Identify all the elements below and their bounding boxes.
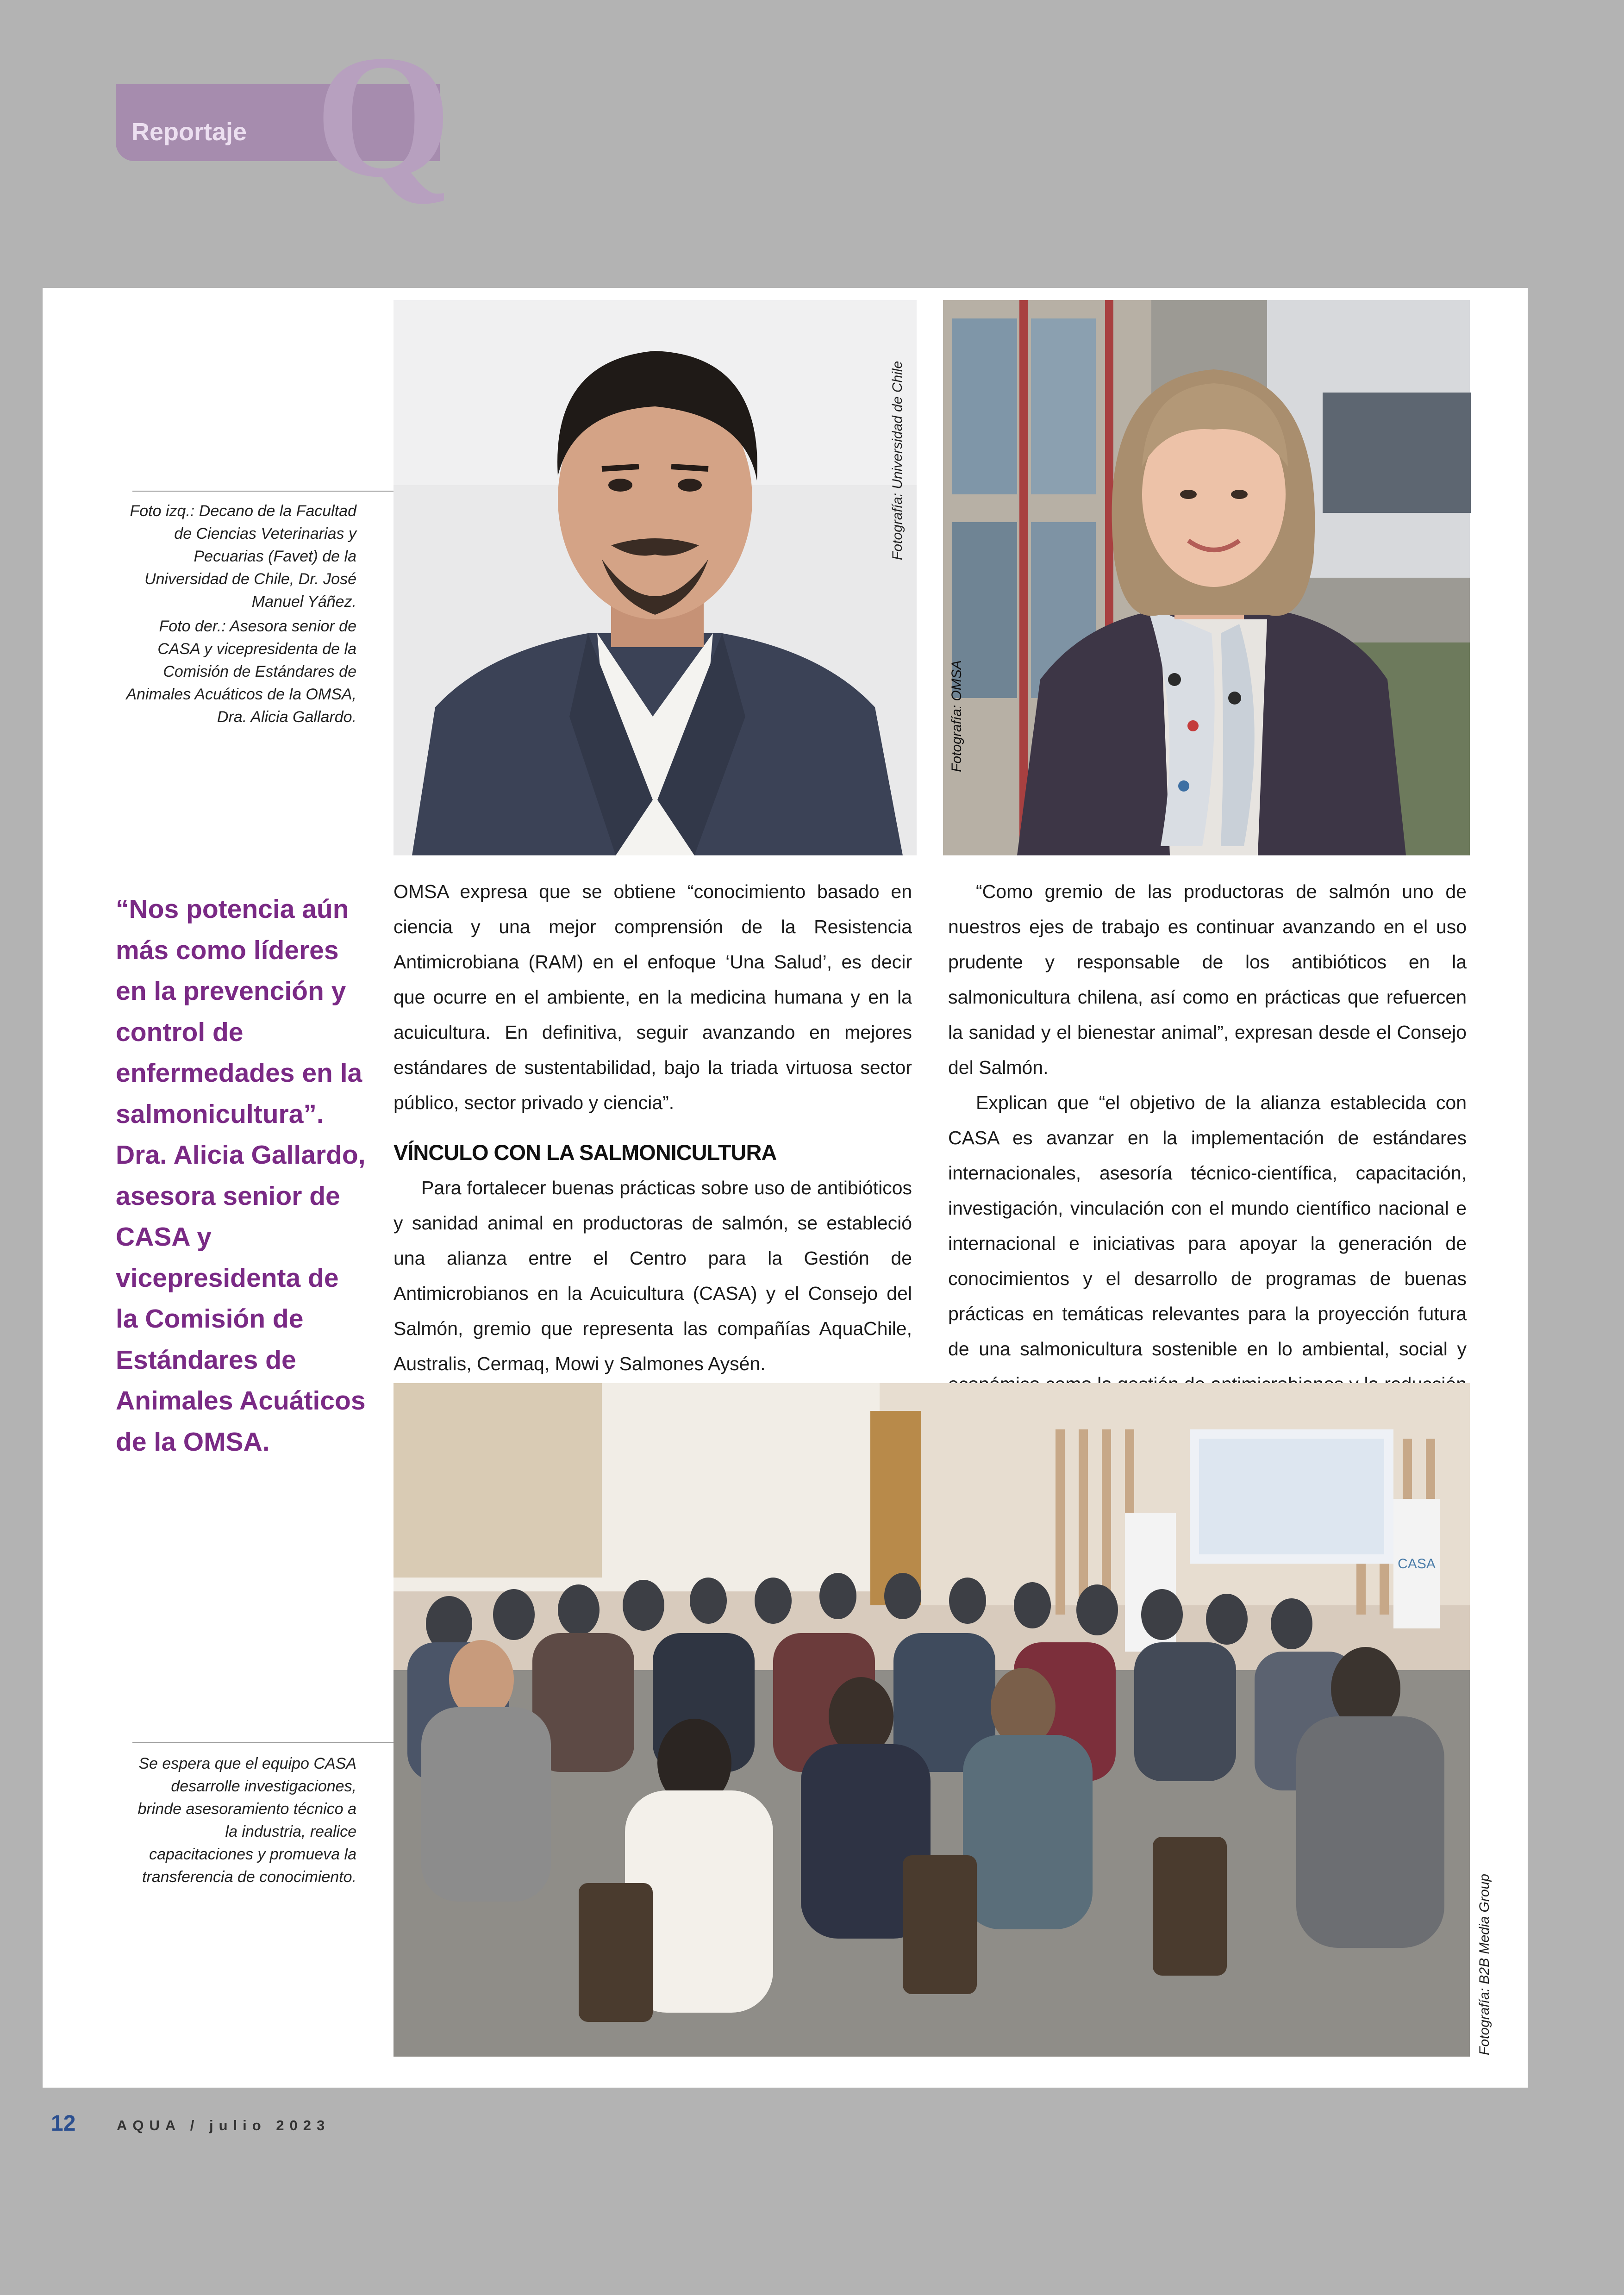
event-screen-sign: CASA — [1398, 1556, 1436, 1572]
paragraph: Explican que “el objetivo de la alianza establecida con CASA es avanzar en la implementación de estándares internacionales, asesoría técnico-científica, capacitación, investigación, vinculación con el mundo científico nacional e internacional e iniciativas para apoyar la generación de conocimientos y el desarrollo de programas de buenas prácticas en temáticas relevantes para la proyección futura de una salmonicultura sostenible en lo ambiental, social y — [948, 1092, 1467, 1360]
paragraph: OMSA expresa que se obtiene “conocimiento basado en ciencia y una mejor comprensión de la Resistencia Antimicrobiana (RAM) en el enfoque ‘Una Salud’, es decir que ocurre en el ambiente, en la medicina humana y en la acuicultura. En definitiva, seguir avanzando en mejores estándares de sustentabilidad, bajo la triada virtuosa sector público, sector privado y ciencia”. — [394, 881, 912, 1113]
tag-q-glyph: Q — [315, 19, 452, 214]
pull-quote: “Nos potencia aún más como líderes en la prevención y control de enfermedades en la salmonicultura”. Dra. Alicia Gallardo, asesora senior de CASA y vicepresidenta de la Comisión de Estándares de Animales Acuáticos de la OMSA. — [116, 894, 366, 1457]
caption-rule-top — [132, 491, 394, 492]
photo-credit-event: Fotografía: B2B Media Group — [1477, 1874, 1492, 2055]
photo-man-illustration — [394, 300, 917, 855]
caption-rule-bottom — [132, 1742, 394, 1743]
section-heading: VÍNCULO CON LA SALMONICULTURA — [394, 1140, 777, 1165]
caption-event-photo: Se espera que el equipo CASA desarrolle investigaciones, brinde asesoramiento técnico a la industria, realice capacitaciones y promueva la transferencia de conocimiento. — [137, 1755, 356, 1886]
photo-woman — [943, 300, 1470, 855]
article-column-right — [948, 874, 1467, 1437]
photo-man — [394, 300, 917, 855]
photo-credit-woman: Fotografía: OMSA — [949, 660, 964, 772]
paragraph: “Como gremio de las productoras de salmón uno de nuestros ejes de trabajo es continuar avanzando en el uso prudente y responsable de los antibióticos en la salmonicultura chilena, así como en prácticas que refuercen la sanidad y el bienestar animal”, expresan desde el Consejo del Salmón. — [948, 881, 1467, 1078]
publication-line: AQUA / julio 2023 — [117, 2117, 331, 2133]
caption-right-photo: Foto der.: Asesora senior de CASA y vicepresidenta de la Comisión de Estándares de Animales Acuáticos de la OMSA, Dra. Alicia Gallardo. — [126, 617, 356, 726]
page-number: 12 — [51, 2111, 76, 2136]
photo-credit-man: Fotografía: Universidad de Chile — [890, 361, 905, 560]
caption-left-photo: Foto izq.: Decano de la Facultad de Ciencias Veterinarias y Pecuarias (Favet) de la Universidad de Chile, Dr. José Manuel Yáñez. — [130, 502, 356, 611]
section-tag-label: Reportaje — [131, 118, 247, 146]
article-column-left — [394, 874, 912, 1381]
section-tag — [116, 19, 452, 214]
paragraph: Para fortalecer buenas prácticas sobre uso de antibióticos y sanidad animal en productoras de salmón, se estableció una alianza entre el Centro para la Gestión de Antimicrobianos en la Acuicultura (CASA) y el Consejo del Salmón, gremio que representa las compañías AquaChile, Australis, Cermaq, Mowi y Salmones Aysén. — [394, 1177, 912, 1374]
photo-event — [394, 1383, 1470, 2057]
photo-event-illustration — [394, 1383, 1470, 2057]
photo-woman-illustration — [943, 300, 1470, 855]
